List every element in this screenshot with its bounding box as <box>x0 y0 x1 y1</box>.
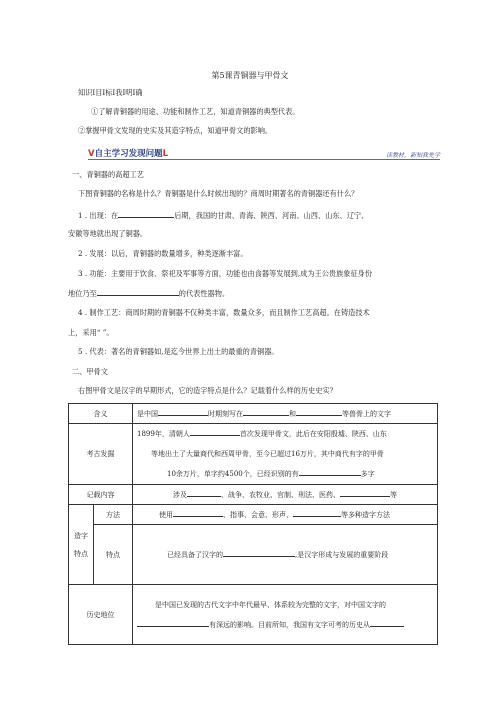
section-banner-tail: 读教材，新知我先学 <box>385 152 440 159</box>
table-row <box>69 485 438 505</box>
row-label: 考古发掘 <box>69 424 133 485</box>
goals-heading: 知识I目I标I我I明I确 <box>78 88 143 97</box>
section-divider <box>88 159 440 160</box>
part1-question: 下图青铜器的名称是什么？青铜器是什么时候出现的？商周时期著名的青铜器还有什么？ <box>78 189 359 198</box>
row-content: 是中国 时期刻写在 和 等兽骨上的文字 <box>133 404 438 424</box>
blank[interactable] <box>223 549 295 557</box>
blank[interactable] <box>293 509 341 517</box>
blank[interactable] <box>173 509 223 517</box>
row-label: 造字 特点 <box>69 505 94 585</box>
item-line: 1 . 出现：在 后期，我国的甘肃、青海、陕西、河南、山西、山东、辽宁、 <box>78 211 369 220</box>
row-content: 使用 、指事、会意、形声、 等多种造字方法 <box>133 505 438 525</box>
part2-question: 右图甲骨文是汉字的早期形式，它的造字特点是什么？记载着什么样的历史史实？ <box>78 386 337 395</box>
table-row <box>69 505 438 525</box>
blank[interactable] <box>97 288 179 296</box>
item-line: 2 . 发展：以后，青铜器的数量增多，种类逐渐丰富。 <box>78 249 248 258</box>
row-content: 已经具备了汉字的 ,是汉字形成与发展的重要阶段 <box>133 525 438 585</box>
item-line: 上，采用“ ”。 <box>68 328 114 337</box>
blank[interactable] <box>137 619 209 627</box>
blank[interactable] <box>370 619 404 627</box>
part2-heading: 二、甲骨文 <box>72 367 108 376</box>
table-row <box>69 525 438 585</box>
blank[interactable] <box>158 408 208 416</box>
oracle-bone-table <box>68 403 438 645</box>
section-banner <box>70 147 440 161</box>
row-label: 含义 <box>69 404 133 424</box>
row-content: 是中国已发现的古代文字中年代最早、体系较为完整的文字，对中国文字的 有深远的影响。目前所知，我国有文字可考的历史从 <box>133 585 438 645</box>
item-line: 地位乃至 的代表性器物。 <box>68 289 230 298</box>
item-line: 4 . 制作工艺：商周时期的青铜器不仅种类丰富，数量众多，而且制作工艺高超。在铸造技术 <box>78 308 370 317</box>
row-label: 历史地位 <box>69 585 133 645</box>
item-line: 安徽等地就出现了铜器。 <box>68 229 148 238</box>
table-row <box>69 585 438 645</box>
row-content: 1899年，清朝人 首次发现甲骨文，此后在安阳殷墟、陕西、山东 等地出土了大量商代和西周甲骨，至今已超过16万片，其中商代有字的甲骨 10余万片，单字约4500个，已经识别的有 多字 <box>133 424 438 485</box>
table-row <box>69 424 438 485</box>
blank[interactable] <box>190 428 240 436</box>
blank[interactable] <box>243 408 289 416</box>
blank[interactable] <box>340 489 390 497</box>
table-row <box>69 404 438 424</box>
page-title: 第5课青铜器与甲骨文 <box>211 71 289 80</box>
item-line: 3 . 功能：主要用于饮食、祭祀及军事等方面，功能也由食器等发展到,成为王公贵族象征身份 <box>78 269 373 278</box>
row-content: 涉及 、战争、农牧业、官制、刑法、医药、 等 <box>133 485 438 505</box>
blank[interactable] <box>118 210 174 218</box>
part1-heading: 一、青铜器的高超工艺 <box>72 170 144 179</box>
row-sublabel: 方法 <box>94 505 133 525</box>
blank[interactable] <box>187 489 221 497</box>
row-label: 记载内容 <box>69 485 133 505</box>
blank[interactable] <box>299 468 361 476</box>
blank[interactable] <box>296 408 342 416</box>
item-line: 5 . 代表：著名的青铜器如,是迄今世界上出土的最重的青铜器。 <box>78 347 279 356</box>
row-sublabel: 特点 <box>94 525 133 585</box>
section-banner-label: V自主学习发现问题L <box>88 149 169 159</box>
goal-item: ①了解青铜器的用途、功能和制作工艺，知道青铜器的典型代表。 <box>91 107 300 116</box>
goal-item: ②掌握甲骨文发现的史实及其造字特点，知道甲骨文的影响。 <box>78 126 273 135</box>
